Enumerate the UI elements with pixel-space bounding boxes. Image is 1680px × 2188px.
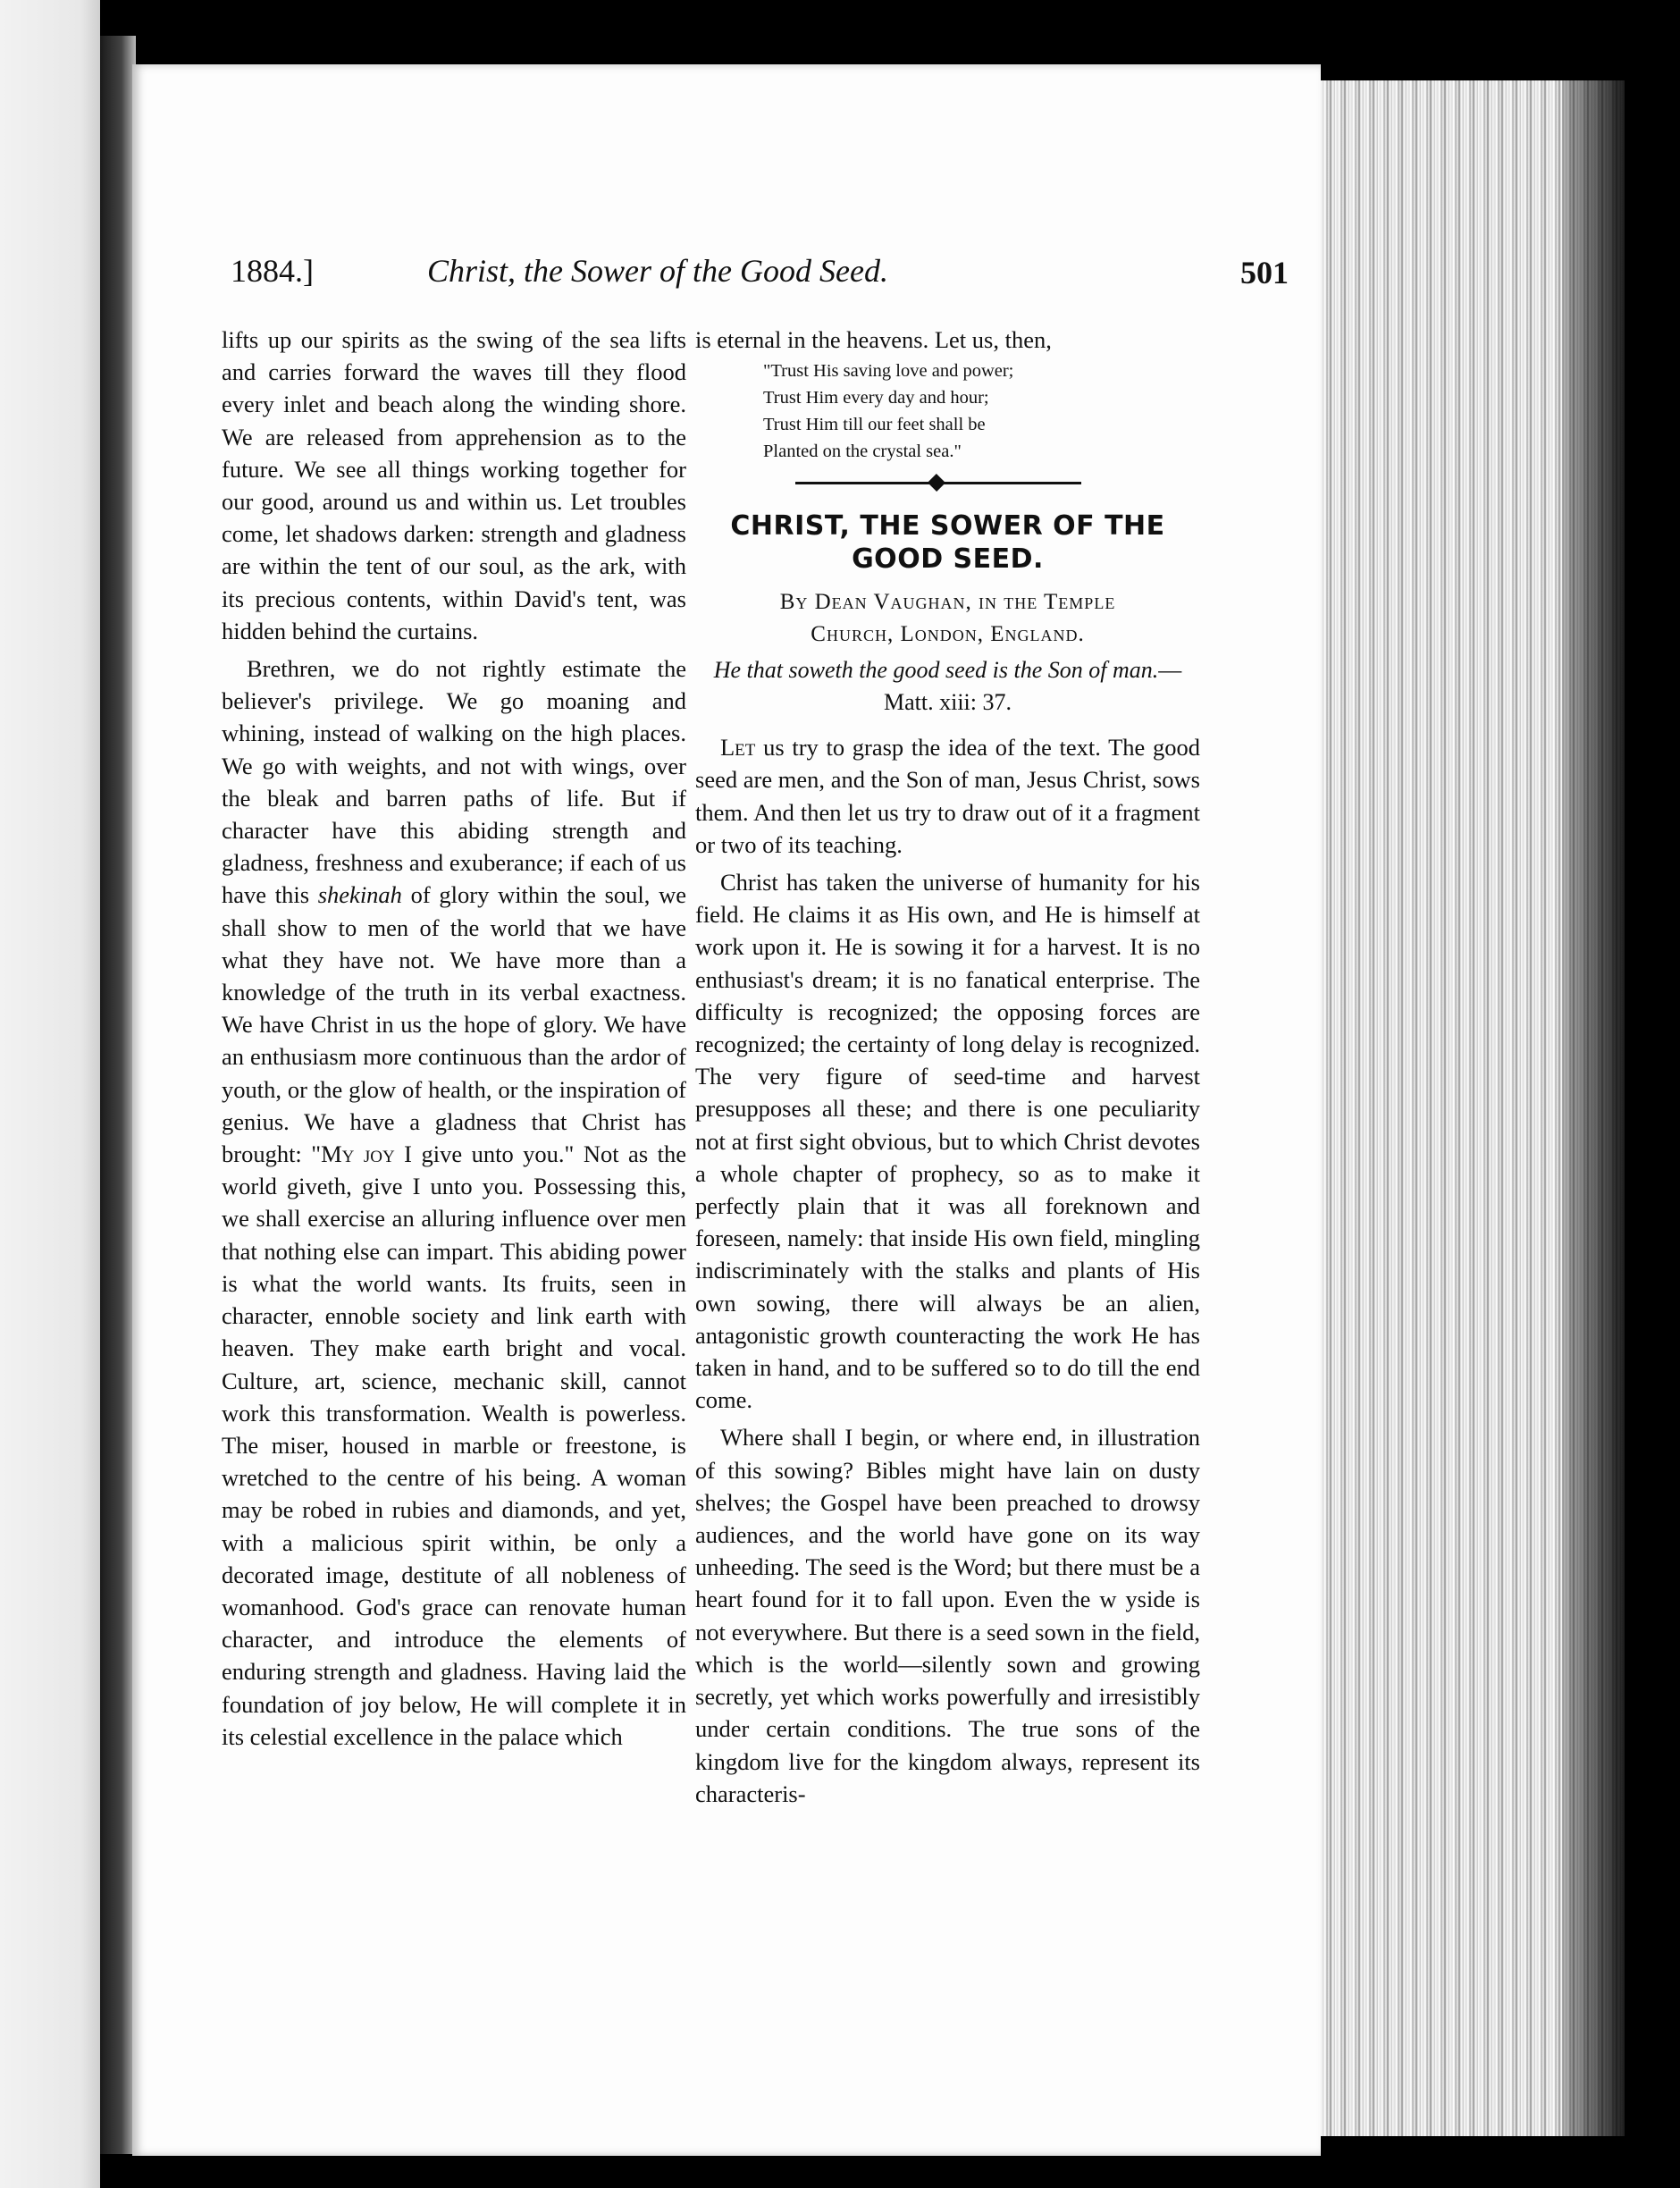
gutter-shadow bbox=[100, 36, 136, 2154]
page-501 bbox=[132, 64, 1321, 2156]
lead-word: Let bbox=[720, 734, 756, 762]
my-joy-smallcaps: My joy bbox=[321, 1140, 395, 1168]
right-paragraph-1-text: us try to grasp the idea of the text. The good seed are men, and the Son of man, Jesus Christ, sows them. And then let us try to draw out of it a fragment or two of its teaching. bbox=[695, 734, 1200, 858]
verse-line: "Trust His saving love and power; bbox=[763, 361, 1014, 382]
article-headline: CHRIST, THE SOWER OF THE GOOD SEED. bbox=[730, 510, 1165, 576]
left-paragraph-1: lifts up our spirits as the swing of the sea lifts and carries forward the waves till they flood every inlet and beach along the winding shore. We are released from apprehension as to the future. We see all things working together for our good, around us and within us. Let troubles come, let shadows darken: strength and gladness are within the tent of our soul, as the ark, with its precious contents, within David's tent, was hidden behind the curtains. bbox=[222, 326, 686, 644]
hymn-verse bbox=[763, 358, 1200, 465]
previous-page-edge bbox=[0, 0, 100, 2188]
byline-line-1: By Dean Vaughan, in the Temple bbox=[779, 590, 1116, 615]
epigraph-reference: —Matt. xiii: 37. bbox=[884, 657, 1182, 716]
book-fore-edge bbox=[1321, 80, 1625, 2136]
right-paragraph-1 bbox=[695, 731, 1200, 861]
shekinah-italic: shekinah bbox=[317, 881, 402, 909]
verse-line: Trust Him till our feet shall be bbox=[763, 415, 986, 435]
left-paragraph-2-part-b: of glory within the soul, we shall show to men of the world that we have what they have not. We have more than a knowledge of the truth in its verbal exactness. We have Christ in us the hope of glory. We have an enthusiasm more continuous than the ardor of youth, or the glow of health, or the inspiration of genius. We have a gladness that Christ has brought: " bbox=[222, 881, 687, 1168]
left-paragraph-2 bbox=[222, 652, 686, 1753]
running-head-title: Christ, the Sower of the Good Seed. bbox=[427, 253, 888, 289]
left-paragraph-2-part-c: I give unto you." Not as the world giveth, give I unto you. Possessing this, we shall exercise an alluring influence over men that nothing else can impart. This abiding power is what the world wants. Its fruits, seen in character, ennoble society and link earth with heaven. They make earth bright and vocal. Culture, art, science, mechanic skill, cannot work this transformation. Wealth is powerless. The miser, housed in marble or freestone, is wretched to the centre of his being. A woman may be robed in rubies and diamonds, and yet, with a malicious spirit within, be only a decorated image, destitute of all nobleness of womanhood. God's grace can renovate human character, and introduce the elements of enduring strength and gladness. Having laid the foundation of joy below, He will complete it in its celestial excellence in the palace which bbox=[222, 1140, 686, 1750]
verse-line: Trust Him every day and hour; bbox=[763, 388, 989, 408]
ornamental-rule bbox=[795, 475, 1081, 490]
epigraph-text: He that soweth the good seed is the Son of man. bbox=[713, 657, 1159, 684]
right-continuation: is eternal in the heavens. Let us, then, bbox=[695, 326, 1052, 353]
running-head bbox=[231, 252, 1303, 306]
left-column bbox=[222, 324, 686, 1753]
rule-diamond bbox=[928, 474, 945, 492]
page-number: 501 bbox=[1240, 255, 1289, 290]
running-head-year: 1884.] bbox=[231, 253, 314, 289]
right-paragraph-3: Where shall I begin, or where end, in illustration of this sowing? Bibles might have lain on dusty shelves; the Gospel have been preached to drowsy audiences, and the world have gone on its way unheeding. The seed is the Word; but there must be a heart found for it to fall upon. Even the w yside is not everywhere. But there is a seed sown in the field, which is the world—silently sown and growing secretly, yet which works powerfully and irresistibly under certain conditions. The true sons of the kingdom live for the kingdom always, represent its characteris- bbox=[695, 1424, 1200, 1807]
right-paragraph-2: Christ has taken the universe of humanity for his field. He claims it as His own, and He is himself at work upon it. He is sowing it for a harvest. It is no enthusiast's dream; it is no fanatical enterprise. The difficulty is recognized; the opposing forces are recognized; the certainty of long delay is recognized. The very figure of seed-time and harvest presupposes all these; and there is one peculiarity not at first sight obvious, but to which Christ devotes a whole chapter of prophecy, so as to make it perfectly plain that it was all foreknown and foreseen, namely: that inside His own field, mingling indiscriminately with the stalks and plants of His own sowing, there will always be an alien, antagonistic growth counteracting the work He has taken in hand, and to be suffered so to do till the end come. bbox=[695, 869, 1200, 1414]
left-paragraph-2-part-a: Brethren, we do not rightly estimate the believer's privilege. We go moaning and whining, instead of walking on the high places. We go with weights, and not with wings, over the bleak and barren paths of life. But if character have this abiding strength and gladness, freshness and exuberance; if each of us have this bbox=[222, 655, 686, 909]
verse-line: Planted on the crystal sea." bbox=[763, 442, 962, 462]
epigraph bbox=[695, 654, 1200, 719]
byline-line-2: Church, London, England. bbox=[811, 622, 1085, 647]
right-column bbox=[695, 324, 1200, 1810]
